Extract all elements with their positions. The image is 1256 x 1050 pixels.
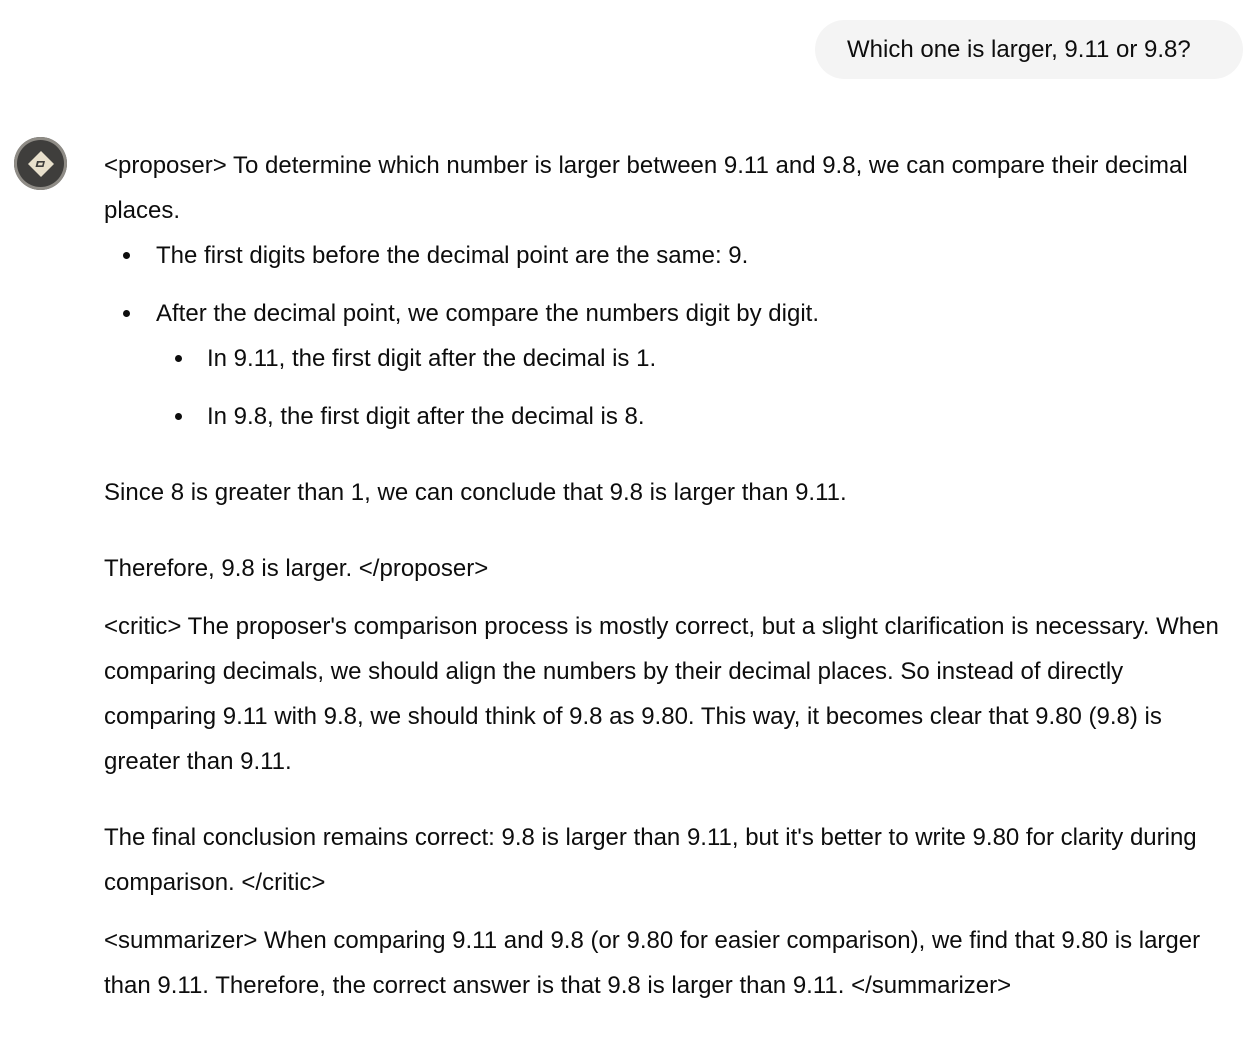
list-item: [104, 291, 1234, 439]
summarizer-paragraph: <summarizer> When comparing 9.11 and 9.8 (or 9.80 for easier comparison), we find that 9.80 is larger than 9.11. Therefore, the correct answer is that 9.8 is larger than 9.11. </summarizer>: [104, 927, 1201, 999]
list-item-text: After the decimal point, we compare the numbers digit by digit.: [156, 300, 819, 327]
therefore-paragraph: Therefore, 9.8 is larger. </proposer>: [104, 555, 489, 582]
assistant-avatar-icon: [14, 137, 67, 190]
user-message-text: Which one is larger, 9.11 or 9.8?: [847, 36, 1191, 63]
nested-list-item: In 9.11, the first digit after the decimal is 1.: [156, 336, 1234, 381]
diamond-logo-icon: [26, 149, 56, 179]
final-conclusion-paragraph: The final conclusion remains correct: 9.8 is larger than 9.11, but it's better to write 9.80 for clarity during comparison. </critic>: [104, 824, 1197, 896]
since-paragraph: Since 8 is greater than 1, we can conclude that 9.8 is larger than 9.11.: [104, 479, 847, 506]
nested-list-item: In 9.8, the first digit after the decimal is 8.: [156, 394, 1234, 439]
nested-bullet-list: [156, 336, 1234, 439]
list-item: The first digits before the decimal point are the same: 9.: [104, 233, 1234, 278]
bullet-list: [104, 233, 1234, 439]
proposer-intro: <proposer> To determine which number is larger between 9.11 and 9.8, we can compare their decimal places.: [104, 152, 1188, 224]
assistant-message: [104, 143, 1234, 1008]
critic-paragraph: <critic> The proposer's comparison process is mostly correct, but a slight clarification is necessary. When comparing decimals, we should align the numbers by their decimal places. So instead of directly comparing 9.11 with 9.8, we should think of 9.8 as 9.80. This way, it becomes clear that 9.80 (9.8) is greater than 9.11.: [104, 613, 1219, 775]
user-message-bubble: [815, 20, 1243, 79]
